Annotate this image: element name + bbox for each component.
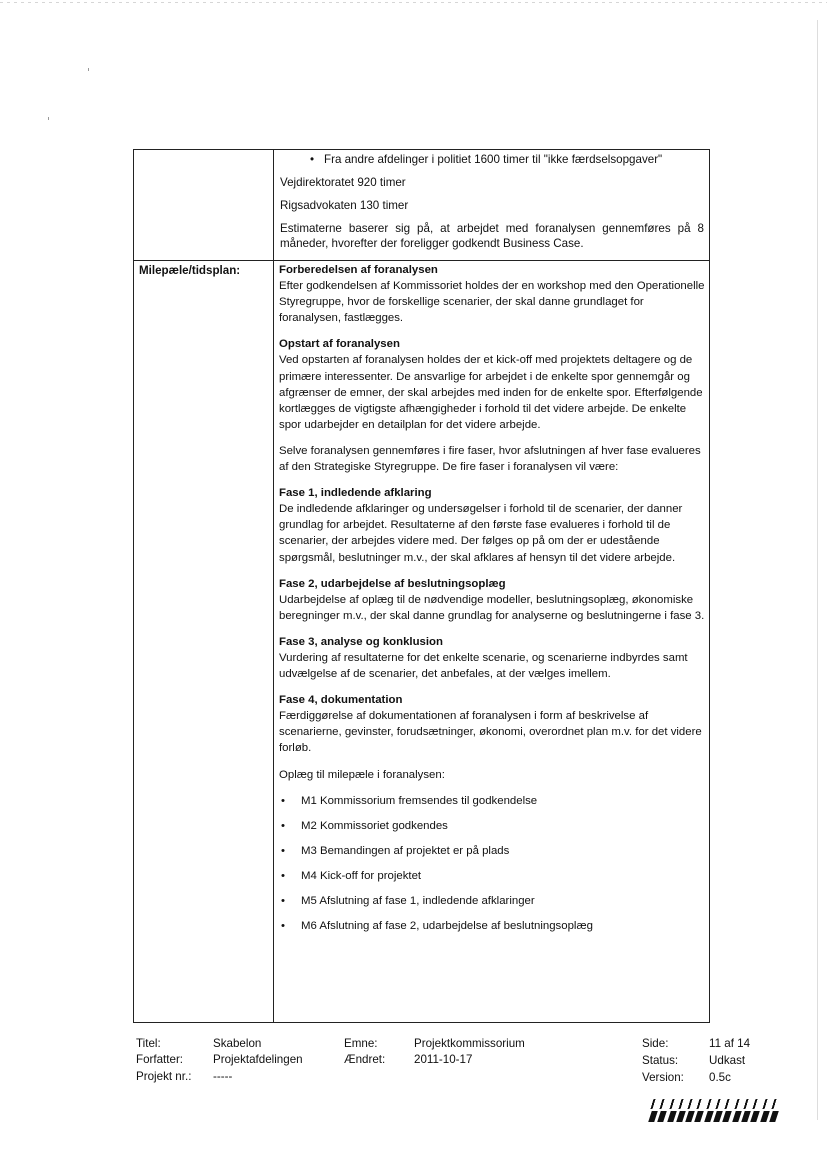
barcode-bar (713, 1111, 723, 1122)
resource-line: Rigsadvokaten 130 timer (280, 199, 409, 212)
barcode-bar (741, 1099, 750, 1109)
status-label: Status: (642, 1054, 679, 1067)
barcode-bar (723, 1111, 733, 1122)
resource-bullet-text: Fra andre afdelinger i politiet 1600 timer til "ikke færdselsopgaver" (324, 153, 663, 166)
resource-line: Vejdirektoratet 920 timer (280, 176, 406, 189)
list-item (279, 918, 706, 943)
section-text: Færdiggørelse af dokumentationen af foranalysen i form af beskrivelse af scenarierne, gevinster, forudsætninger, økonomi, overordnet plan m.v. for det videre forløb. (279, 710, 702, 755)
list-item (279, 793, 706, 818)
barcode-bar (704, 1111, 714, 1122)
bullet-icon: • (281, 844, 285, 857)
milestone-text: M3 Bemandingen af projektet er på plads (301, 844, 510, 857)
section-title: Fase 1, indledende afklaring (279, 487, 432, 500)
list-item (279, 843, 706, 868)
titel-value: Skabelon (213, 1037, 262, 1050)
barcode-bar (769, 1111, 779, 1122)
milestone-text: M5 Afslutning af fase 1, indledende afklaringer (301, 894, 535, 907)
barcode-bar (750, 1111, 760, 1122)
milestone-text: M2 Kommissoriet godkendes (301, 819, 448, 832)
section-text: Ved opstarten af foranalysen holdes der et kick-off med projektets deltagere og de primære interessenter. De ansvarlige for arbejdet i de enkelte spor gennemgår og afgrænser de emner, der skal arbejdes med inden for de enkelte spor. Efterfølgende kortlægges de vigtigste afhængigheder i forhold til det videre arbejde. De enkelte spor udarbejder en detailplan for det videre arbejde. (279, 354, 703, 431)
status-value: Udkast (709, 1054, 746, 1067)
barcode-bar (648, 1111, 658, 1122)
barcode-bar (695, 1099, 704, 1109)
table-row-divider (134, 260, 709, 261)
section-text: Efter godkendelsen af Kommissoriet holdes der en workshop med den Operationelle Styregruppe, hvor de forskellige scenarier, der skal danne grundlaget for foranalysen, fastlægges. (279, 280, 705, 325)
bullet-icon: • (281, 919, 285, 932)
bullet-icon: • (281, 869, 285, 882)
barcode-bar (686, 1099, 695, 1109)
forfatter-label: Forfatter: (136, 1053, 184, 1066)
section-text: De indledende afklaringer og undersøgelser i forhold til de scenarier, der danner grundlag for arbejdet. Resultaterne af den første fase evalueres i forhold til de scenarier, der arbejdes videre med. Der følges op på om der er udestående spørgsmål, beslutninger m.v., der skal afklares af hensyn til det videre arbejde. (279, 503, 683, 564)
table-column-divider (273, 150, 274, 1022)
barcode-bar (751, 1099, 760, 1109)
emne-label: Emne: (344, 1037, 378, 1050)
projekt-value: ----- (213, 1070, 233, 1083)
bullet-icon: • (281, 819, 285, 832)
section-title: Fase 2, udarbejdelse af beslutningsoplæg (279, 577, 506, 590)
section-title: Fase 4, dokumentation (279, 694, 403, 707)
barcode-bar (760, 1099, 769, 1109)
barcode-bar (760, 1111, 770, 1122)
barcode-bar (723, 1099, 732, 1109)
barcode-bar (658, 1099, 667, 1109)
list-item (279, 868, 706, 893)
scan-edge-right (817, 20, 818, 1120)
barcode-bar (695, 1111, 705, 1122)
barcode-bar (667, 1099, 676, 1109)
milestone-intro: Oplæg til milepæle i foranalysen: (279, 768, 445, 781)
scan-edge (0, 2, 827, 3)
barcode-bar (769, 1099, 778, 1109)
emne-value: Projektkommissorium (414, 1037, 525, 1050)
version-value: 0.5c (709, 1071, 731, 1084)
milestones-cell (279, 262, 706, 943)
barcode-bar (676, 1111, 686, 1122)
section-title: Fase 3, analyse og konklusion (279, 635, 443, 648)
section-title: Opstart af foranalysen (279, 338, 400, 351)
section-text: Selve foranalysen gennemføres i fire faser, hvor afslutningen af hver fase evalueres af den Strategiske Styregruppe. De fire faser i foranalysen vil være: (279, 444, 701, 474)
milestone-text: M4 Kick-off for projektet (301, 869, 422, 882)
milestone-list (279, 793, 706, 943)
barcode-bar (667, 1111, 677, 1122)
estimate-paragraph: Estimaterne baserer sig på, at arbejdet med foranalysen gennemføres på 8 måneder, hvorefter der foreligger godkendt Business Case. (280, 222, 704, 250)
list-item (279, 818, 706, 843)
milestone-text: M1 Kommissorium fremsendes til godkendelse (301, 794, 538, 807)
barcode-bar (704, 1099, 713, 1109)
barcode-bar (648, 1099, 657, 1109)
version-label: Version: (642, 1071, 684, 1084)
section-title: Forberedelsen af foranalysen (279, 264, 438, 276)
aendret-label: Ændret: (344, 1053, 386, 1066)
barcode-bar (732, 1111, 742, 1122)
aendret-value: 2011-10-17 (414, 1053, 473, 1066)
barcode-bar (741, 1111, 751, 1122)
bullet-icon: • (281, 894, 285, 907)
section-text: Vurdering af resultaterne for det enkelte scenarie, og scenarierne indbyrdes samt udvælgelse af de scenarier, det anbefales, at der vælges imellem. (279, 651, 688, 681)
barcode (650, 1099, 782, 1124)
resources-cell (280, 152, 704, 251)
milestones-label: Milepæle/tidsplan: (139, 264, 241, 277)
barcode-bar (658, 1111, 668, 1122)
forfatter-value: Projektafdelingen (213, 1053, 303, 1066)
side-label: Side: (642, 1037, 669, 1050)
resource-bullet (280, 152, 704, 167)
section-text: Udarbejdelse af oplæg til de nødvendige modeller, beslutningsoplæg, økonomiske beregninger m.v., der skal danne grundlag for analyserne og beslutningerne i fase 3. (279, 593, 705, 622)
bullet-icon: • (310, 153, 315, 166)
titel-label: Titel: (136, 1037, 161, 1050)
barcode-bar (732, 1099, 741, 1109)
bullet-icon: • (281, 794, 285, 807)
scan-speck (88, 68, 89, 71)
barcode-bar (713, 1099, 722, 1109)
milestone-text: M6 Afslutning af fase 2, udarbejdelse af beslutningsoplæg (301, 919, 593, 932)
side-value: 11 af 14 (709, 1037, 751, 1050)
barcode-bar (676, 1099, 685, 1109)
scan-speck (48, 117, 49, 120)
projekt-label: Projekt nr.: (136, 1070, 192, 1083)
list-item (279, 893, 706, 918)
document-table (133, 149, 710, 1023)
